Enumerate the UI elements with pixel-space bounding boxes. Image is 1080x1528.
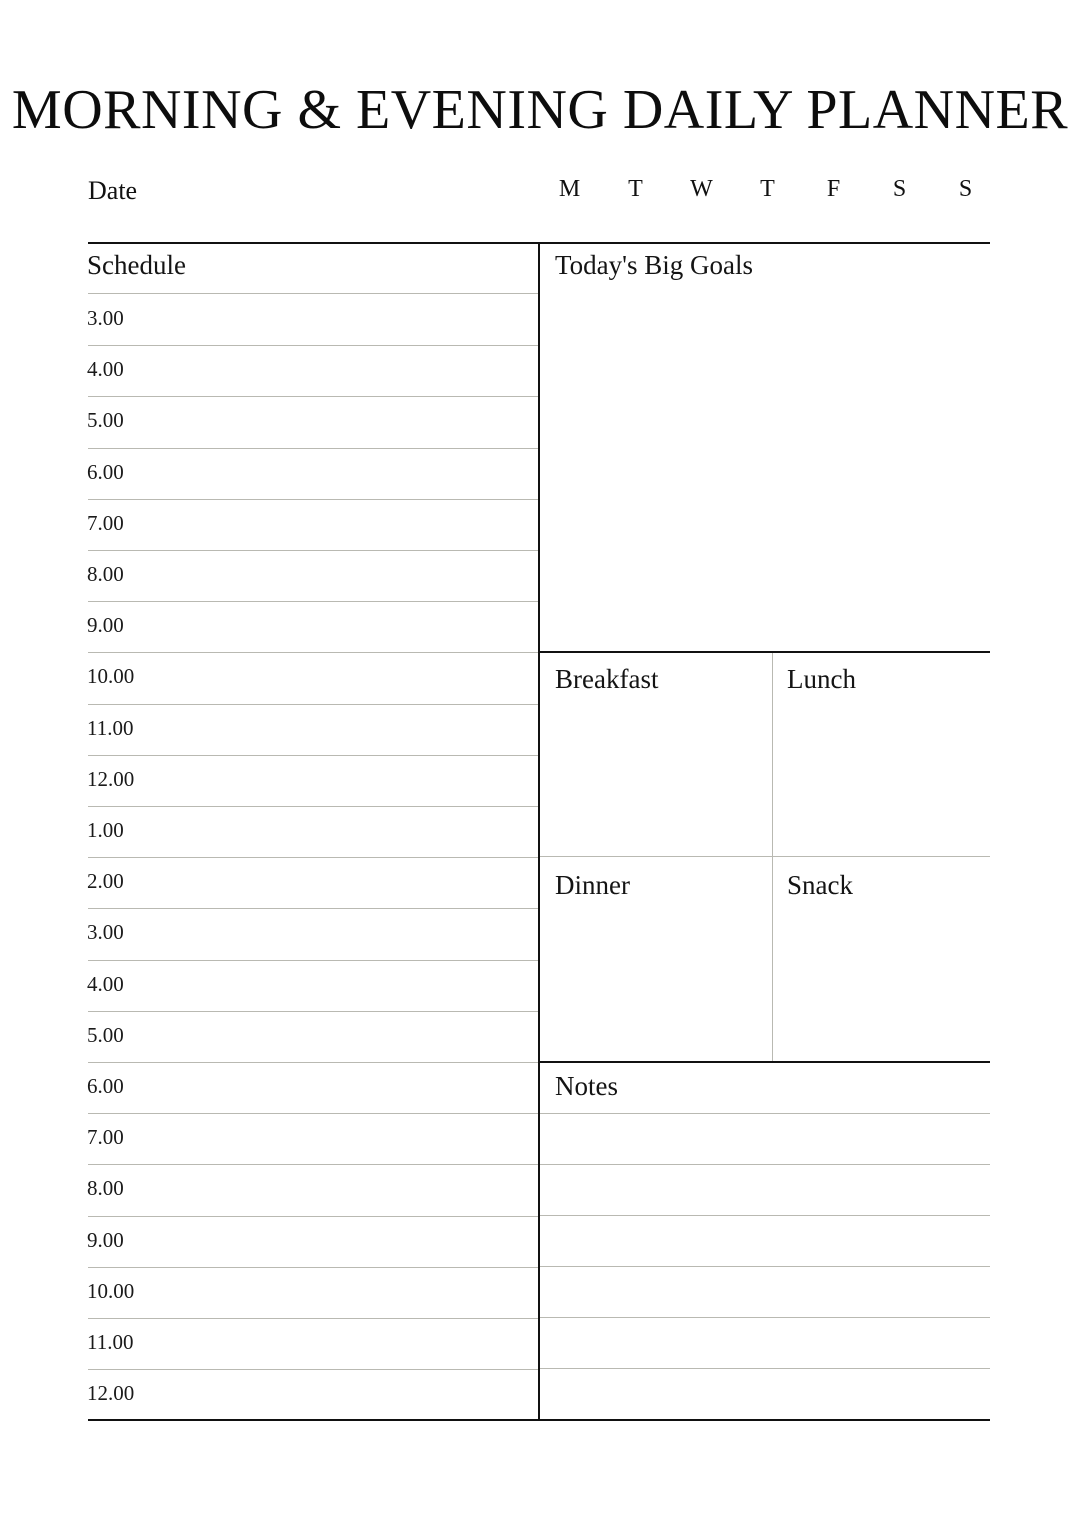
notes-heading: Notes [555,1071,618,1101]
schedule-slot[interactable] [88,550,538,601]
weekday-sun[interactable]: S [958,176,974,202]
schedule-slot[interactable] [88,601,538,652]
schedule-time-label: 8.00 [87,1176,124,1201]
notes-entry[interactable] [540,1369,990,1420]
schedule-time-label: 7.00 [87,510,124,535]
schedule-slot[interactable] [88,652,538,703]
schedule-slot[interactable] [88,908,538,959]
weekday-fri[interactable]: F [826,176,842,202]
weekday-tue[interactable]: T [628,176,644,202]
notes-entry[interactable] [540,1267,990,1318]
goals-area[interactable] [540,290,990,650]
schedule-time-label: 8.00 [87,562,124,586]
schedule-slot[interactable] [88,1062,538,1113]
weekday-sat[interactable]: S [892,176,908,202]
schedule-slot[interactable] [88,1113,538,1164]
notes-top-rule [540,1061,990,1063]
breakfast-label: Breakfast [555,664,659,694]
schedule-time-label: 12.00 [87,1381,135,1406]
schedule-slot[interactable] [88,294,538,345]
schedule-slot[interactable] [88,1216,538,1267]
schedule-slot[interactable] [88,1369,538,1420]
snack-label: Snack [787,870,853,900]
schedule-time-label: 2.00 [87,869,124,894]
schedule-slot[interactable] [88,396,538,447]
schedule-time-label: 10.00 [87,664,135,689]
date-label: Date [88,176,138,205]
schedule-time-label: 3.00 [87,920,124,945]
page-title: MORNING & EVENING DAILY PLANNER [11,79,1069,141]
schedule-time-label: 5.00 [87,408,124,433]
notes-entry[interactable] [540,1165,990,1216]
weekday-selector [548,176,998,210]
notes-entry[interactable] [540,1318,990,1369]
weekday-thu[interactable]: T [760,176,776,202]
schedule-time-label: 3.00 [87,306,124,330]
schedule-slot[interactable] [88,704,538,755]
dinner-box[interactable] [540,906,770,1056]
schedule-time-label: 12.00 [87,766,135,791]
schedule-time-label: 5.00 [87,1022,124,1047]
schedule-time-label: 9.00 [87,1227,124,1252]
schedule-time-label: 6.00 [87,1074,124,1098]
schedule-time-label: 4.00 [87,357,124,382]
schedule-slot[interactable] [88,448,538,499]
schedule-slot[interactable] [88,499,538,550]
schedule-slot[interactable] [88,755,538,806]
schedule-time-label: 4.00 [87,971,124,996]
lunch-label: Lunch [787,664,856,694]
schedule-time-label: 10.00 [87,1278,135,1303]
schedule-time-label: 1.00 [87,818,124,842]
schedule-slot[interactable] [88,960,538,1011]
meals-middle-rule [540,856,990,857]
weekday-wed[interactable]: W [690,176,714,202]
schedule-time-label: 11.00 [87,715,134,740]
meals-vertical-divider [772,653,773,1061]
weekday-mon[interactable]: M [558,176,582,202]
notes-entry[interactable] [540,1216,990,1267]
schedule-time-label: 9.00 [87,613,124,638]
schedule-slot[interactable] [88,857,538,908]
lunch-box[interactable] [774,700,988,850]
goals-heading: Today's Big Goals [555,250,753,280]
schedule-slot[interactable] [88,1267,538,1318]
schedule-slot[interactable] [88,1164,538,1215]
schedule-slot[interactable] [88,1318,538,1369]
schedule-time-label: 7.00 [87,1125,124,1150]
schedule-heading: Schedule [87,250,186,280]
schedule-slot[interactable] [88,1011,538,1062]
schedule-slot[interactable] [88,345,538,396]
schedule-time-label: 11.00 [87,1330,134,1354]
meals-top-rule [540,651,990,653]
snack-box[interactable] [774,906,988,1056]
dinner-label: Dinner [555,870,630,900]
schedule-time-label: 6.00 [87,459,124,484]
schedule-slot[interactable] [88,806,538,857]
breakfast-box[interactable] [540,700,770,850]
notes-entry[interactable] [540,1114,990,1165]
